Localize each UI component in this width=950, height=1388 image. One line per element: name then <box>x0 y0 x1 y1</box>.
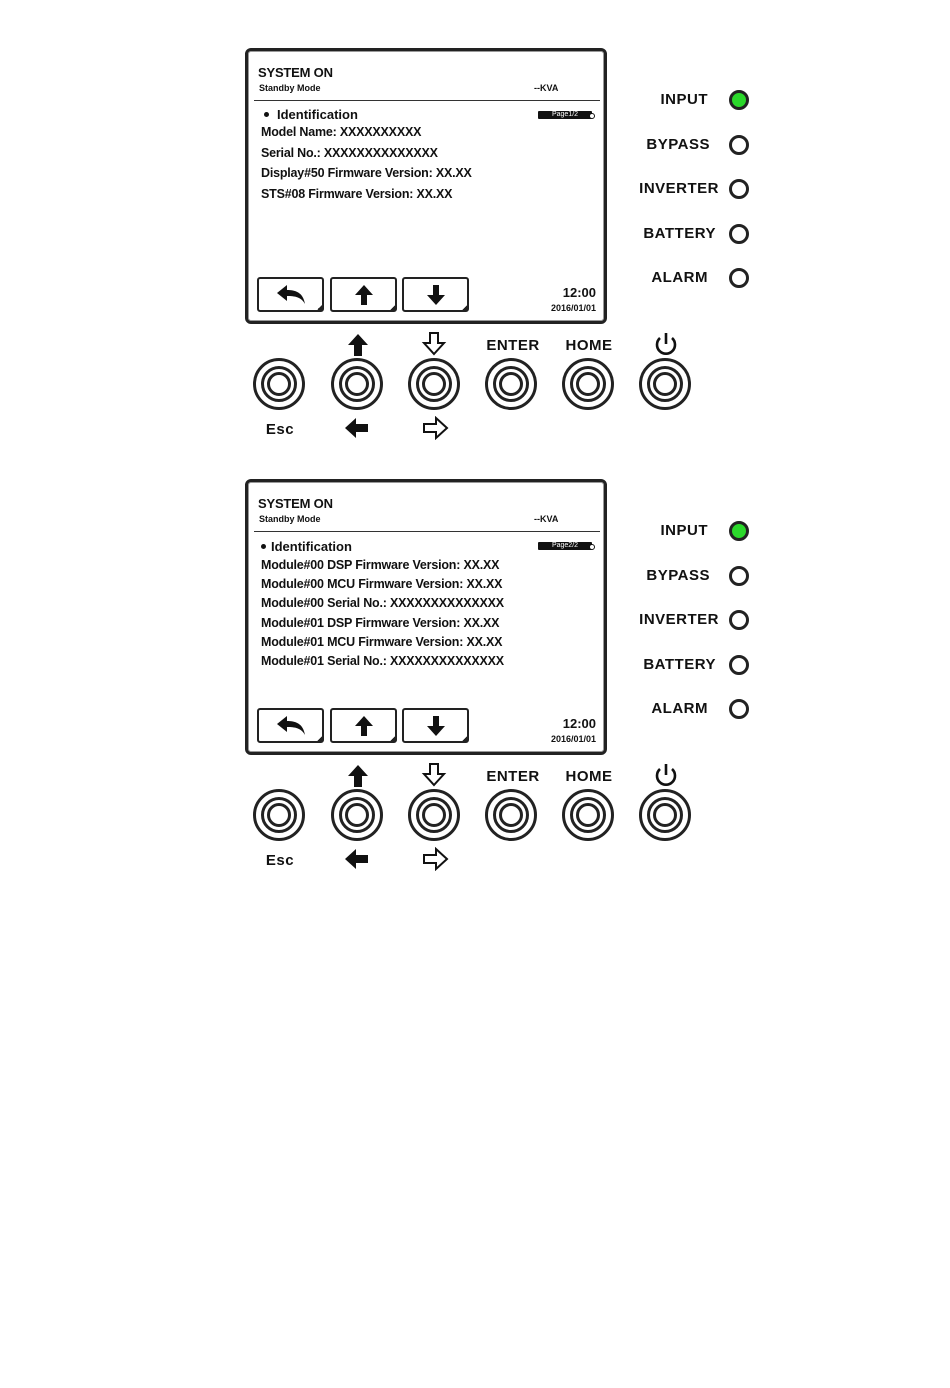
led-label-inverter: INVERTER <box>639 611 719 628</box>
esc-button[interactable] <box>253 789 305 841</box>
led-label-battery: BATTERY <box>643 656 716 673</box>
enter-button[interactable] <box>485 358 537 410</box>
led-bypass-indicator <box>729 566 749 586</box>
power-icon <box>651 332 681 356</box>
section-heading <box>264 107 358 122</box>
system-status-title: SYSTEM ON <box>258 65 333 80</box>
list-item: Model Name: XXXXXXXXXX <box>261 125 422 139</box>
clock-time: 12:00 <box>562 716 596 731</box>
esc-button[interactable] <box>253 358 305 410</box>
list-item: Module#00 MCU Firmware Version: XX.XX <box>261 577 503 592</box>
led-label-battery: BATTERY <box>643 225 716 242</box>
softkey-back[interactable] <box>257 708 324 743</box>
clock-date: 2016/01/01 <box>550 734 596 744</box>
system-status-title: SYSTEM ON <box>258 496 333 511</box>
kva-label: --KVA <box>534 514 559 524</box>
header-divider <box>254 531 600 532</box>
softkey-back[interactable] <box>257 277 324 312</box>
led-bypass-indicator <box>729 135 749 155</box>
led-label-inverter: INVERTER <box>639 180 719 197</box>
list-item: Module#01 Serial No.: XXXXXXXXXXXXXX <box>261 653 504 668</box>
arrow-down-icon <box>425 715 447 737</box>
led-battery-indicator <box>729 655 749 675</box>
enter-label: ENTER <box>486 337 540 354</box>
up-left-button[interactable] <box>331 358 383 410</box>
lcd-screen <box>245 48 607 324</box>
softkey-up[interactable] <box>330 277 397 312</box>
bullet-icon <box>264 112 269 117</box>
led-label-bypass: BYPASS <box>646 567 710 584</box>
led-label-alarm: ALARM <box>651 700 708 717</box>
arrow-down-icon <box>425 284 447 306</box>
home-label: HOME <box>565 768 613 785</box>
arrow-right-outline-icon <box>420 847 450 871</box>
softkey-down[interactable] <box>402 708 469 743</box>
section-heading <box>261 539 352 554</box>
softkey-down[interactable] <box>402 277 469 312</box>
ups-panel-2 <box>0 431 950 869</box>
header-divider <box>254 100 600 101</box>
list-item: Display#50 Firmware Version: XX.XX <box>261 166 472 180</box>
led-inverter-indicator <box>729 610 749 630</box>
info-list <box>261 125 472 207</box>
led-label-alarm: ALARM <box>651 269 708 286</box>
list-item: Serial No.: XXXXXXXXXXXXXX <box>261 145 438 160</box>
mode-label: Standby Mode <box>259 514 321 524</box>
lcd-screen <box>245 479 607 755</box>
led-alarm-indicator <box>729 699 749 719</box>
home-label: HOME <box>565 337 613 354</box>
enter-button[interactable] <box>485 789 537 841</box>
enter-label: ENTER <box>486 768 540 785</box>
arrow-up-solid-icon <box>343 764 373 788</box>
led-inverter-indicator <box>729 179 749 199</box>
back-icon <box>275 284 307 306</box>
list-item: Module#00 Serial No.: XXXXXXXXXXXXXX <box>261 596 504 611</box>
home-button[interactable] <box>562 789 614 841</box>
arrow-down-outline-icon <box>419 763 449 787</box>
arrow-up-solid-icon <box>343 333 373 357</box>
clock-date: 2016/01/01 <box>550 303 596 313</box>
led-battery-indicator <box>729 224 749 244</box>
esc-label: Esc <box>265 852 295 869</box>
down-right-button[interactable] <box>408 789 460 841</box>
list-item: Module#01 MCU Firmware Version: XX.XX <box>261 634 503 649</box>
arrow-up-icon <box>353 284 375 306</box>
list-item: Module#01 DSP Firmware Version: XX.XX <box>261 615 500 630</box>
led-label-input: INPUT <box>660 91 708 108</box>
section-label: Identification <box>271 539 352 554</box>
esc-label: Esc <box>265 421 295 438</box>
led-label-input: INPUT <box>660 522 708 539</box>
led-label-bypass: BYPASS <box>646 136 710 153</box>
led-input-indicator <box>729 521 749 541</box>
back-icon <box>275 715 307 737</box>
power-icon <box>651 763 681 787</box>
section-label: Identification <box>277 107 358 122</box>
arrow-down-outline-icon <box>419 332 449 356</box>
led-alarm-indicator <box>729 268 749 288</box>
home-button[interactable] <box>562 358 614 410</box>
arrow-up-icon <box>353 715 375 737</box>
power-button[interactable] <box>639 789 691 841</box>
page-indicator: Page2/2 <box>538 542 592 550</box>
led-input-indicator <box>729 90 749 110</box>
list-item: STS#08 Firmware Version: XX.XX <box>261 186 453 201</box>
mode-label: Standby Mode <box>259 83 321 93</box>
list-item: Module#00 DSP Firmware Version: XX.XX <box>261 558 500 572</box>
kva-label: --KVA <box>534 83 559 93</box>
arrow-left-solid-icon <box>342 847 372 871</box>
up-left-button[interactable] <box>331 789 383 841</box>
power-button[interactable] <box>639 358 691 410</box>
ups-panel-1 <box>0 0 950 438</box>
down-right-button[interactable] <box>408 358 460 410</box>
info-list <box>261 558 504 673</box>
bullet-icon <box>261 544 266 549</box>
clock-time: 12:00 <box>562 285 596 300</box>
softkey-up[interactable] <box>330 708 397 743</box>
page-indicator: Page1/2 <box>538 111 592 119</box>
